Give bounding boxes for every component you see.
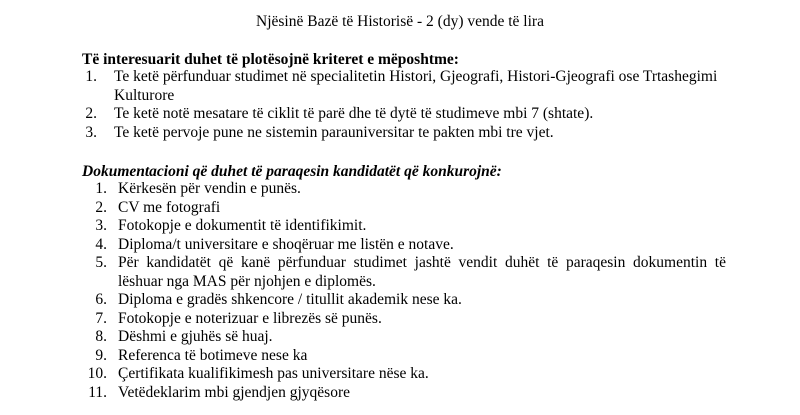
item-number: 8. [95,328,107,345]
item-text: CV me fotografi [118,198,221,216]
item-number: 9. [95,346,107,364]
item-text: Fotokopje e noterizuar e librezës së punës. [118,309,382,327]
document-item [84,347,726,366]
item-text: Te ketë pervoje pune ne sistemin parauniversitar te pakten mbi tre vjet. [114,123,554,141]
documents-list [84,180,726,402]
criteria-item [82,68,722,105]
item-text: Referenca të botimeve nese ka [118,346,308,364]
item-number: 4. [95,235,107,253]
document-item [84,384,726,403]
item-number: 3. [95,217,107,234]
item-text: Për kandidatët që kanë përfunduar studimet jashtë vendit duhët të paraqesin dokumentin të lëshuar nga MAS për njohjen e diplomës. [118,254,726,290]
item-text: Fotokopje e dokumentit të identifikimit. [118,217,367,234]
item-text: Diploma e gradës shkencore / titullit akademik nese ka. [118,291,462,308]
document-item [84,328,726,347]
item-text: Kërkesën për vendin e punës. [118,180,301,197]
document-item [84,365,726,384]
document-item [84,254,726,291]
criteria-heading: Të interesuarit duhet të plotësojnë kriteret e mëposhtme: [82,51,459,68]
criteria-item [82,105,722,124]
document-item [84,199,726,218]
item-text: Diploma/t universitare e shoqëruar me listën e notave. [118,235,454,253]
item-number: 2. [85,105,97,122]
item-number: 11. [88,383,107,401]
document-item [84,291,726,310]
item-number: 10. [87,365,107,382]
item-number: 5. [95,254,107,271]
page-title: Njësinë Bazë të Historisë - 2 (dy) vende të lira [256,13,544,30]
criteria-item [82,124,722,143]
document-item [84,217,726,236]
item-text: Te ketë notë mesatare të ciklit të parë dhe të dytë të studimeve mbi 7 (shtate). [114,105,594,122]
item-text: Vetëdeklarim mbi gjendjen gjyqësore [118,383,351,401]
item-text: Çertifikata kualifikimesh pas universitare nëse ka. [118,365,429,382]
documents-heading: Dokumentacioni që duhet të paraqesin kandidatët që konkurojnë: [82,163,502,180]
item-number: 2. [95,198,107,216]
item-text: Dëshmi e gjuhës së huaj. [118,328,273,345]
item-number: 3. [85,123,97,141]
document-item [84,236,726,255]
item-number: 1. [85,68,97,85]
item-text: Te ketë përfunduar studimet në specialitetin Histori, Gjeografi, Histori-Gjeografi ose Trtashegimi Kulturore [114,68,718,104]
document-item [84,310,726,329]
item-number: 7. [95,309,107,327]
item-number: 1. [95,180,107,197]
document-item [84,180,726,199]
criteria-list [82,68,722,142]
item-number: 6. [95,291,107,308]
